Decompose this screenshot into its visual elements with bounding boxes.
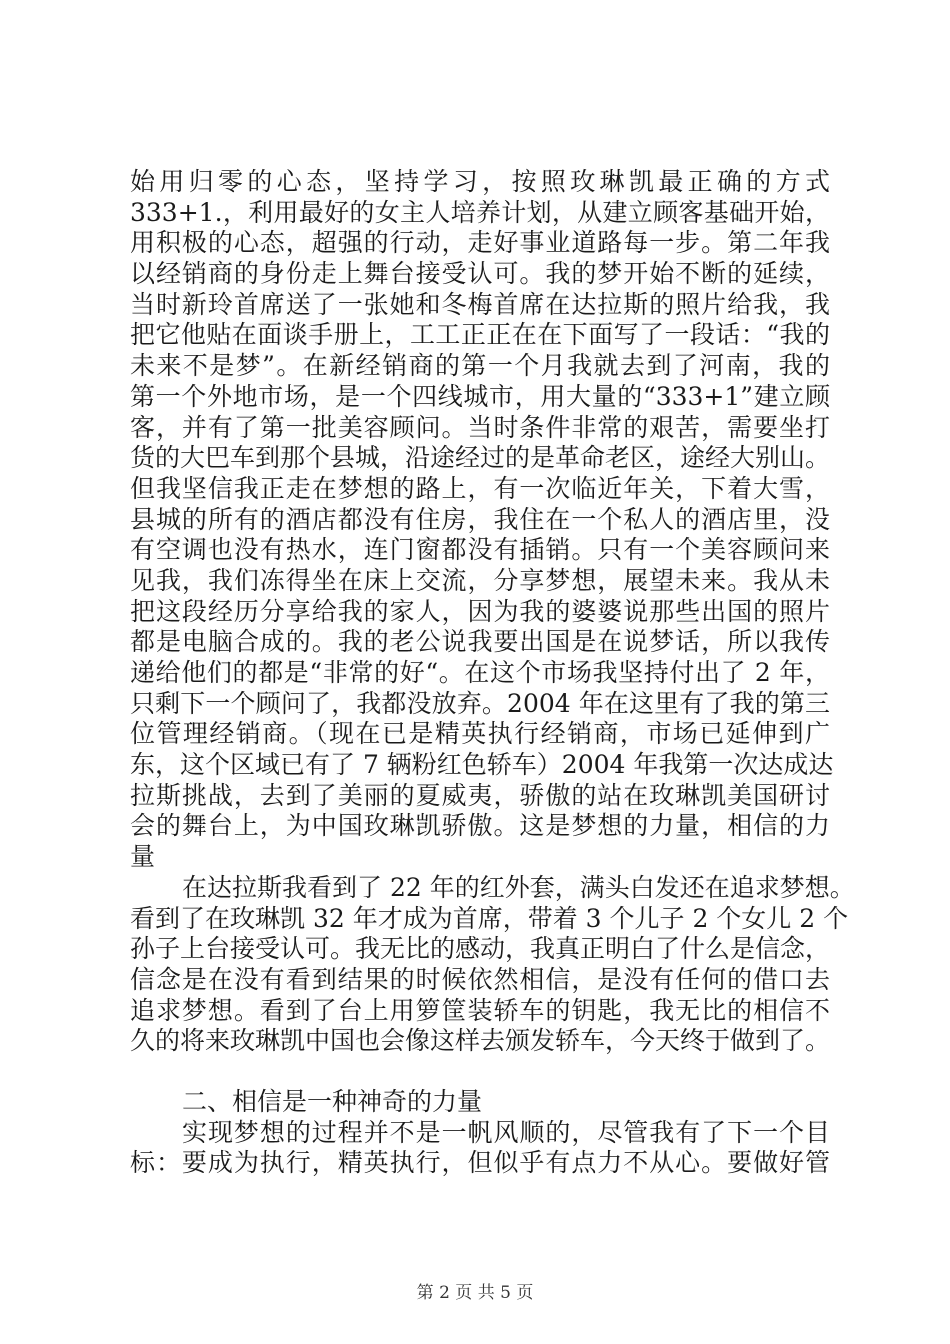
paragraph-line: 县城的所有的酒店都没有住房，我住在一个私人的酒店里，没 xyxy=(130,504,830,534)
paragraph-2 xyxy=(130,872,855,1057)
paragraph-line: 标：要成为执行，精英执行，但似乎有点力不从心。要做好管 xyxy=(130,1148,830,1178)
paragraph-line: 久的将来玫琳凯中国也会像这样去颁发轿车，今天终于做到了。 xyxy=(130,1026,831,1056)
paragraph-line: 货的大巴车到那个县城，沿途经过的是革命老区，途经大别山。 xyxy=(130,443,831,473)
paragraph-line: 客，并有了第一批美容顾问。当时条件非常的艰苦，需要坐打 xyxy=(130,412,830,442)
paragraph-line: 只剩下一个顾问了，我都没放弃。2004 年在这里有了我的第三 xyxy=(130,688,830,718)
paragraph-line: 追求梦想。看到了台上用箩筐装轿车的钥匙，我无比的相信不 xyxy=(130,995,830,1025)
paragraph-line: 把它他贴在面谈手册上，工工正正在在下面写了一段话：“我的 xyxy=(130,320,830,350)
paragraph-line: 第一个外地市场，是一个四线城市，用大量的“333+1”建立顾 xyxy=(130,381,830,411)
paragraph-line: 以经销商的身份走上舞台接受认可。我的梦开始不断的延续， xyxy=(130,259,830,289)
paragraph-line: 但我坚信我正走在梦想的路上，有一次临近年关，下着大雪， xyxy=(130,473,830,503)
paragraph-line: 实现梦想的过程并不是一帆风顺的，尽管我有了下一个目 xyxy=(182,1117,830,1147)
paragraph-spacer xyxy=(130,1057,830,1087)
paragraph-line: 在达拉斯我看到了 22 年的红外套，满头白发还在追求梦想。 xyxy=(182,872,855,902)
paragraph-line: 孙子上台接受认可。我无比的感动，我真正明白了什么是信念， xyxy=(130,934,831,964)
page-number-footer: 第 2 页 共 5 页 xyxy=(416,1283,534,1303)
paragraph-line: 信念是在没有看到结果的时候依然相信，是没有任何的借口去 xyxy=(130,964,830,994)
paragraph-line: 用积极的心态，超强的行动，走好事业道路每一步。第二年我 xyxy=(130,228,830,258)
paragraph-1 xyxy=(130,167,834,873)
paragraph-line: 都是电脑合成的。我的老公说我要出国是在说梦话，所以我传 xyxy=(130,627,830,657)
paragraph-line: 位管理经销商。（现在已是精英执行经销商，市场已延伸到广 xyxy=(130,719,830,749)
paragraph-line: 333+1.，利用最好的女主人培养计划，从建立顾客基础开始， xyxy=(130,197,830,227)
paragraph-line: 东，这个区域已有了 7 辆粉红色轿车）2004 年我第一次达成达 xyxy=(130,750,834,780)
paragraph-line: 看到了在玫琳凯 32 年才成为首席，带着 3 个儿子 2 个女儿 2 个 xyxy=(130,903,849,933)
paragraph-3 xyxy=(130,1118,830,1179)
section-heading: 二、相信是一种神奇的力量 xyxy=(182,1086,483,1116)
paragraph-line: 递给他们的都是“非常的好“。在这个市场我坚持付出了 2 年， xyxy=(130,658,830,687)
paragraph-line: 未来不是梦”。在新经销商的第一个月我就去到了河南，我的 xyxy=(130,351,830,381)
paragraph-line: 见我，我们冻得坐在床上交流，分享梦想，展望未来。我从未 xyxy=(130,565,830,595)
paragraph-line: 始用归零的心态，坚持学习，按照玫琳凯最正确的方式 xyxy=(130,167,830,196)
document-body xyxy=(130,167,855,1179)
paragraph-line: 有空调也没有热水，连门窗都没有插销。只有一个美容顾问来 xyxy=(130,535,830,565)
paragraph-line: 会的舞台上，为中国玫琳凯骄傲。这是梦想的力量，相信的力 xyxy=(130,811,830,841)
paragraph-line: 拉斯挑战，去到了美丽的夏威夷，骄傲的站在玫琳凯美国研讨 xyxy=(130,780,830,810)
paragraph-line: 当时新玲首席送了一张她和冬梅首席在达拉斯的照片给我，我 xyxy=(130,289,830,319)
paragraph-line: 量 xyxy=(130,842,156,872)
paragraph-line: 把这段经历分享给我的家人，因为我的婆婆说那些出国的照片 xyxy=(130,596,830,626)
